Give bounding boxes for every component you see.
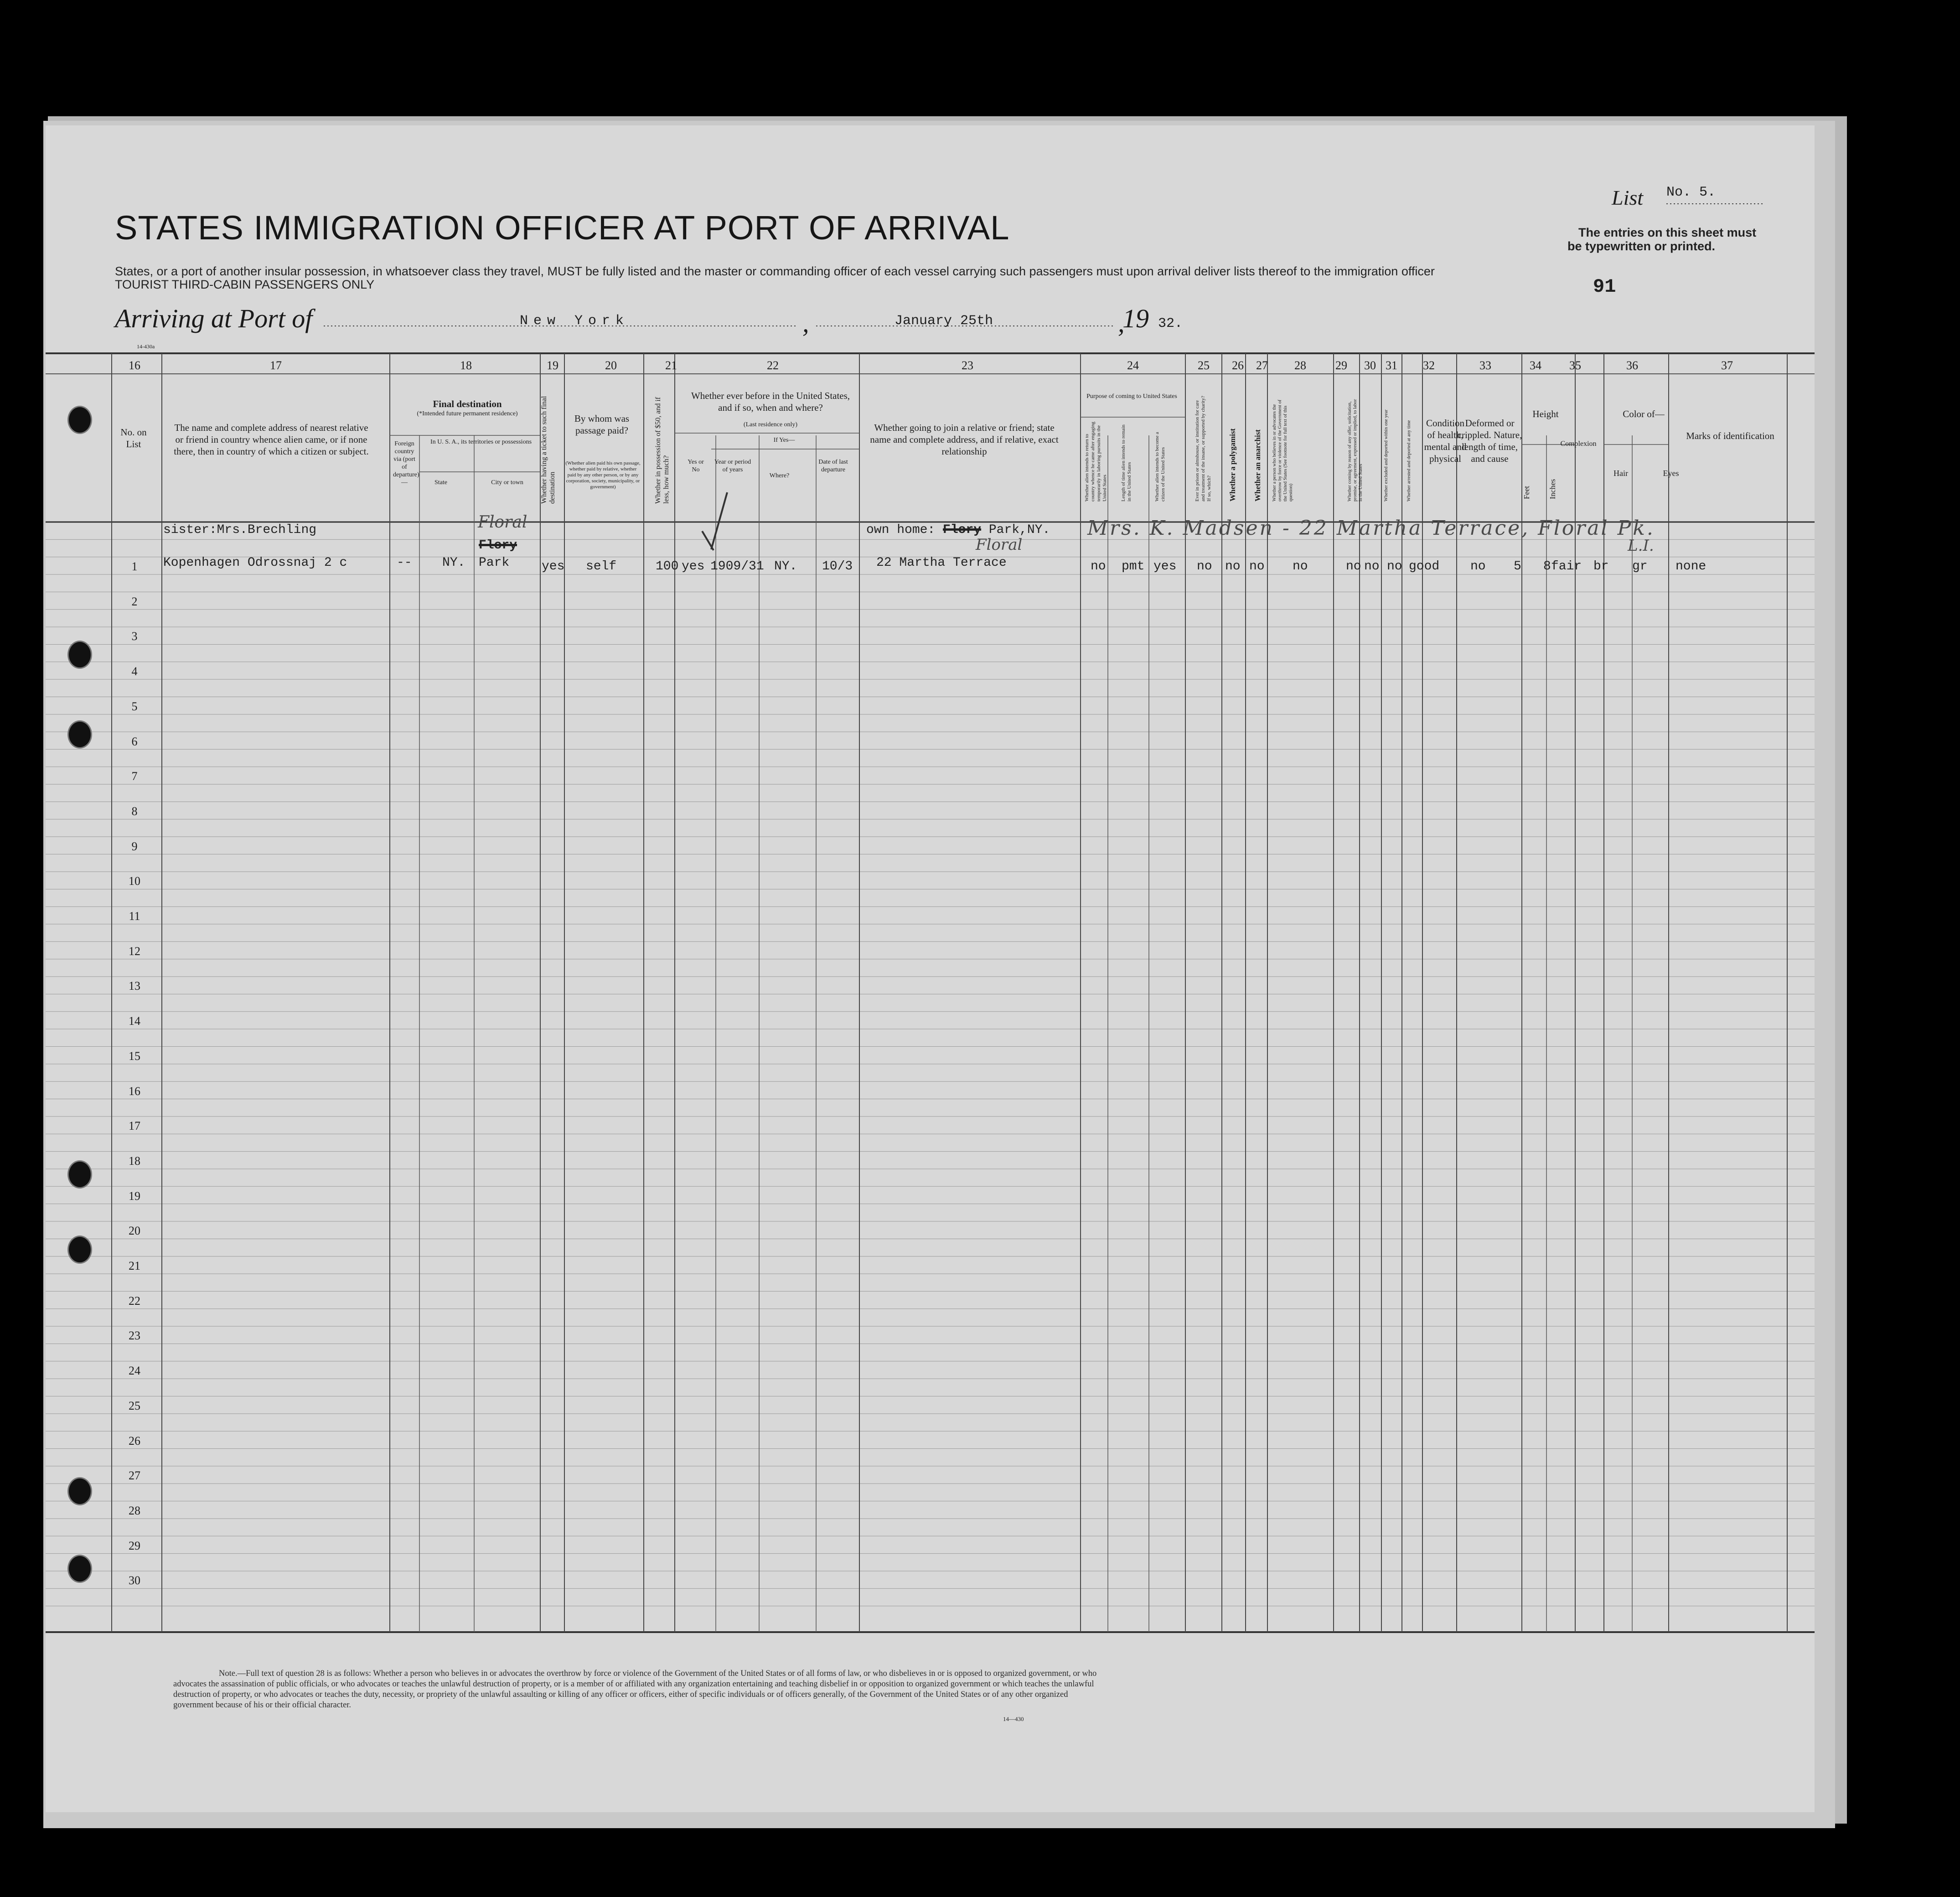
row-number: 13 <box>129 979 140 993</box>
column-number: 24 <box>1127 359 1139 372</box>
header-complexion: Complexion <box>1560 440 1597 448</box>
row-number: 26 <box>129 1434 140 1447</box>
entry1-hair: br <box>1593 559 1609 574</box>
entry1-height-feet: 5 <box>1514 559 1521 574</box>
column-number: 34 <box>1530 359 1541 372</box>
entry1-last-departure: 10/3 <box>822 559 853 574</box>
header-year: Year or period of years <box>714 459 751 473</box>
entry1-health: good <box>1409 559 1440 574</box>
column-number: 36 <box>1626 359 1638 372</box>
row-number: 6 <box>131 734 138 748</box>
header-ticket: Whether having a ticket to such final destination <box>540 396 556 504</box>
row-number: 14 <box>129 1014 140 1028</box>
header-final-destination-note: (*Intended future permanent residence) <box>417 410 518 417</box>
header-hair: Hair <box>1614 469 1628 478</box>
row-number: 28 <box>129 1504 140 1517</box>
comma: , <box>1118 308 1125 338</box>
header-polygamist: Whether a polygamist <box>1228 428 1237 501</box>
entry1-arrested: no <box>1387 559 1402 574</box>
header-final-destination: Final destination <box>433 398 502 409</box>
header-purpose-return: Whether alien intends to return to country whence he came after engaging temporarily in laboring pursuits in the United States <box>1084 422 1107 501</box>
header-feet: Feet <box>1522 486 1531 499</box>
instructions-line2: be typewritten or printed. <box>1567 239 1716 253</box>
column-number: 18 <box>460 359 472 372</box>
header-purpose-citizen: Whether alien intends to become a citizen of the United States <box>1154 432 1166 501</box>
binder-hole <box>67 406 92 434</box>
entry1-length-of-stay: pmt <box>1122 559 1145 574</box>
header-excluded: Whether excluded and deported within one year <box>1384 409 1389 501</box>
binder-hole <box>67 1555 92 1583</box>
row-number: 19 <box>129 1189 140 1203</box>
header-purpose: Purpose of coming to United States <box>1086 393 1177 400</box>
header-nearest-relative: The name and complete address of nearest relative or friend in country whence alien came, or if none there, then in country of which a citizen or subject. <box>174 422 369 457</box>
binder-hole <box>67 641 92 669</box>
row-number: 1 <box>131 560 138 573</box>
entry1-relative-line2: Kopenhagen Odrossnaj 2 c <box>163 556 347 570</box>
class-line: TOURIST THIRD-CABIN PASSENGERS ONLY <box>115 278 375 291</box>
entry1-city-handwritten: Floral <box>478 513 527 532</box>
entry1-prison: no <box>1197 559 1212 574</box>
entry1-ticket: yes <box>542 559 565 574</box>
entry1-foreign-via: -- <box>397 556 412 570</box>
row-number: 12 <box>129 944 140 958</box>
header-arrested: Whether arrested and deported at any time <box>1407 420 1412 501</box>
entry1-eyes: gr <box>1632 559 1648 574</box>
header-city: City or town <box>491 479 523 486</box>
entry1-citizen-intent: yes <box>1153 559 1177 574</box>
entry1-handwritten-annotation2: L.I. <box>1628 537 1654 555</box>
column-number: 33 <box>1479 359 1491 372</box>
row-number: 7 <box>131 770 138 783</box>
row-number: 9 <box>131 839 138 853</box>
binder-hole <box>67 1477 92 1505</box>
row-number: 25 <box>129 1399 140 1412</box>
binder-hole <box>67 1160 92 1189</box>
entry1-money: 100 <box>656 559 679 574</box>
arriving-label: Arriving at Port of <box>115 304 313 333</box>
port-name: New York <box>520 313 630 329</box>
column-number: 29 <box>1335 359 1347 372</box>
entry1-check-mark <box>675 490 729 563</box>
header-in-usa: In U. S. A., its territories or possessions <box>430 439 532 445</box>
column-number: 22 <box>767 359 779 372</box>
form-code-bottom: 14—430 <box>1003 1716 1024 1722</box>
row-number: 17 <box>129 1119 140 1133</box>
row-number: 23 <box>129 1329 140 1343</box>
row-number: 16 <box>129 1084 140 1098</box>
entry1-state: NY. <box>442 556 465 570</box>
binder-hole <box>67 1235 92 1264</box>
entry1-height-inches: 8 <box>1543 559 1551 574</box>
header-labor-offer: Whether coming by reason of any offer, solicitation, promise, or agreement, expressed or implied, to labor in the United States <box>1347 399 1363 501</box>
header-money: Whether in possession of $50, and if less, how much? <box>654 397 670 504</box>
row-number: 20 <box>129 1224 140 1238</box>
row-number: 11 <box>129 910 140 923</box>
header-marks: Marks of identification <box>1686 430 1774 441</box>
header-no-on-list: No. on List <box>120 427 147 450</box>
row-number: 18 <box>129 1154 140 1168</box>
entry1-polygamist: no <box>1225 559 1241 574</box>
entry1-complexion: fair <box>1551 559 1582 574</box>
header-before-note: (Last residence only) <box>743 421 798 428</box>
entry1-passage-paid: self <box>586 559 617 574</box>
entry1-city-struck: Flory <box>479 538 517 553</box>
form-subtitle: States, or a port of another insular possession, in whatsoever class they travel, MUST be fully listed and the master or commanding officer of each vessel carrying such passengers must upon arrival deliver lists thereof to the immigration officer <box>115 264 1435 278</box>
row-number: 29 <box>129 1539 140 1552</box>
header-anarchist: Whether an anarchist <box>1253 429 1262 501</box>
entry1-before-in-us: yes <box>682 559 705 574</box>
row-number: 2 <box>131 594 138 608</box>
column-number: 21 <box>665 359 677 372</box>
year-suffix: 32. <box>1158 316 1183 331</box>
header-prison: Ever in prison or almshouse, or institution for care and treatment of the insane, or supported by charity? If so, which? <box>1195 396 1212 501</box>
header-height: Height <box>1532 408 1559 419</box>
header-deformed: Deformed or crippled. Nature, length of time, and cause <box>1457 418 1522 464</box>
column-number: 16 <box>129 359 140 372</box>
comma: , <box>802 308 809 338</box>
form-code: 14-430a <box>137 343 155 350</box>
header-purpose-length: Length of time alien intends to remain in the United States <box>1121 424 1132 501</box>
entry1-join-handwritten: Floral <box>976 536 1023 554</box>
column-number: 28 <box>1294 359 1306 372</box>
column-number: 27 <box>1256 359 1268 372</box>
column-number: 31 <box>1386 359 1397 372</box>
entry1-join-line1 <box>866 523 1050 537</box>
row-number: 5 <box>131 699 138 713</box>
row-number: 22 <box>129 1294 140 1308</box>
header-foreign-country: Foreign country via (port of departure)— <box>393 440 419 486</box>
column-number: 19 <box>547 359 559 372</box>
header-overthrow: Whether a person who believes in or advocates the overthrow by force or violence of the Government of the United States (See footnote for full text of this question) <box>1272 399 1293 501</box>
header-join-relative: Whether going to join a relative or friend; state name and complete address, and if relative, exact relationship <box>870 422 1059 457</box>
entry1-city: Park <box>479 556 510 570</box>
entry1-excluded: no <box>1364 559 1380 574</box>
header-inches: Inches <box>1548 479 1557 499</box>
entry1-before-years: 1909/31 <box>710 559 764 574</box>
header-last-departure: Date of last departure <box>818 459 848 473</box>
footnote: Note.—Full text of question 28 is as follows: Whether a person who believes in or advocates the overthrow by force or violence of the Government of the United States or of all forms of law, or who disbelieves in or is opposed to organized government, or who advocates the assassination of public officials, or who advocates or teaches the unlawful destruction of property, or is a member of or affiliated with any organization entertaining and teaching disbelief in or opposition to organized government or which teaches the unlawful destruction of property, or who advocates or teaches the duty, necessity, or propriety of the unlawful assaulting or killing of any officer or officers, either of specific individuals or of officers generally, of the Government of the United States or of any other organized government because of his or their official character. <box>173 1669 1097 1710</box>
header-passage-note: (Whether alien paid his own passage, whether paid by relative, whether paid by any other person, or by any corporation, society, municipality, or government) <box>565 460 641 490</box>
header-where: Where? <box>769 472 790 479</box>
entry1-handwritten-annotation: Mrs. K. Madsen - 22 Martha Terrace, Floral Pk. <box>1087 517 1655 540</box>
header-passage-paid: By whom was passage paid? <box>574 413 630 436</box>
column-number: 25 <box>1198 359 1210 372</box>
column-number: 26 <box>1232 359 1244 372</box>
row-number: 3 <box>131 630 138 643</box>
list-label: List <box>1612 186 1644 209</box>
header-state: State <box>434 479 447 486</box>
row-number: 4 <box>131 665 138 678</box>
header-color: Color of— <box>1623 408 1665 419</box>
header-eyes: Eyes <box>1663 469 1679 478</box>
row-number: 27 <box>129 1469 140 1483</box>
column-number: 30 <box>1364 359 1376 372</box>
list-number: No. 5. <box>1666 185 1716 200</box>
header-health: Condition of health, mental and physical <box>1424 418 1467 464</box>
entry1-join-struck: Flory <box>943 523 982 537</box>
arrival-date: January 25th <box>895 313 993 329</box>
entry1-relative-line1: sister:Mrs.Brechling <box>163 523 317 537</box>
row-number: 8 <box>131 804 138 818</box>
row-number: 10 <box>129 874 140 888</box>
header-yes-no: Yes or No <box>688 459 704 473</box>
column-number: 20 <box>605 359 617 372</box>
entry1-overthrow: no <box>1293 559 1308 574</box>
column-number: 23 <box>962 359 973 372</box>
column-number: 32 <box>1423 359 1435 372</box>
column-number: 17 <box>270 359 282 372</box>
header-if-yes: If Yes— <box>773 437 795 444</box>
column-number: 35 <box>1569 359 1581 372</box>
row-number: 30 <box>129 1574 140 1587</box>
entry1-deformed: no <box>1470 559 1486 574</box>
column-number: 37 <box>1721 359 1733 372</box>
entry1-labor-offer: no <box>1346 559 1361 574</box>
header-before-in-us: Whether ever before in the United States, and if so, when and where? <box>691 390 850 413</box>
manifest-sheet <box>46 125 1815 1812</box>
page-number: 91 <box>1593 276 1616 298</box>
instructions-line1: The entries on this sheet must <box>1578 226 1757 239</box>
entry1-before-where: NY. <box>774 559 797 574</box>
entry1-join-suffix: Park,NY. <box>981 523 1050 537</box>
row-number: 24 <box>129 1364 140 1378</box>
form-title: STATES IMMIGRATION OFFICER AT PORT OF ARRIVAL <box>115 209 1010 247</box>
entry1-return-intent: no <box>1091 559 1106 574</box>
entry1-join-line2: 22 Martha Terrace <box>876 556 1007 570</box>
row-number: 15 <box>129 1049 140 1063</box>
entry1-join-prefix: own home: <box>866 523 943 537</box>
form-grid <box>46 125 1815 1812</box>
row-number: 21 <box>129 1259 140 1272</box>
year-prefix: 19 <box>1122 304 1149 333</box>
entry1-marks: none <box>1676 559 1707 574</box>
binder-hole <box>67 720 92 749</box>
entry1-anarchist: no <box>1249 559 1265 574</box>
